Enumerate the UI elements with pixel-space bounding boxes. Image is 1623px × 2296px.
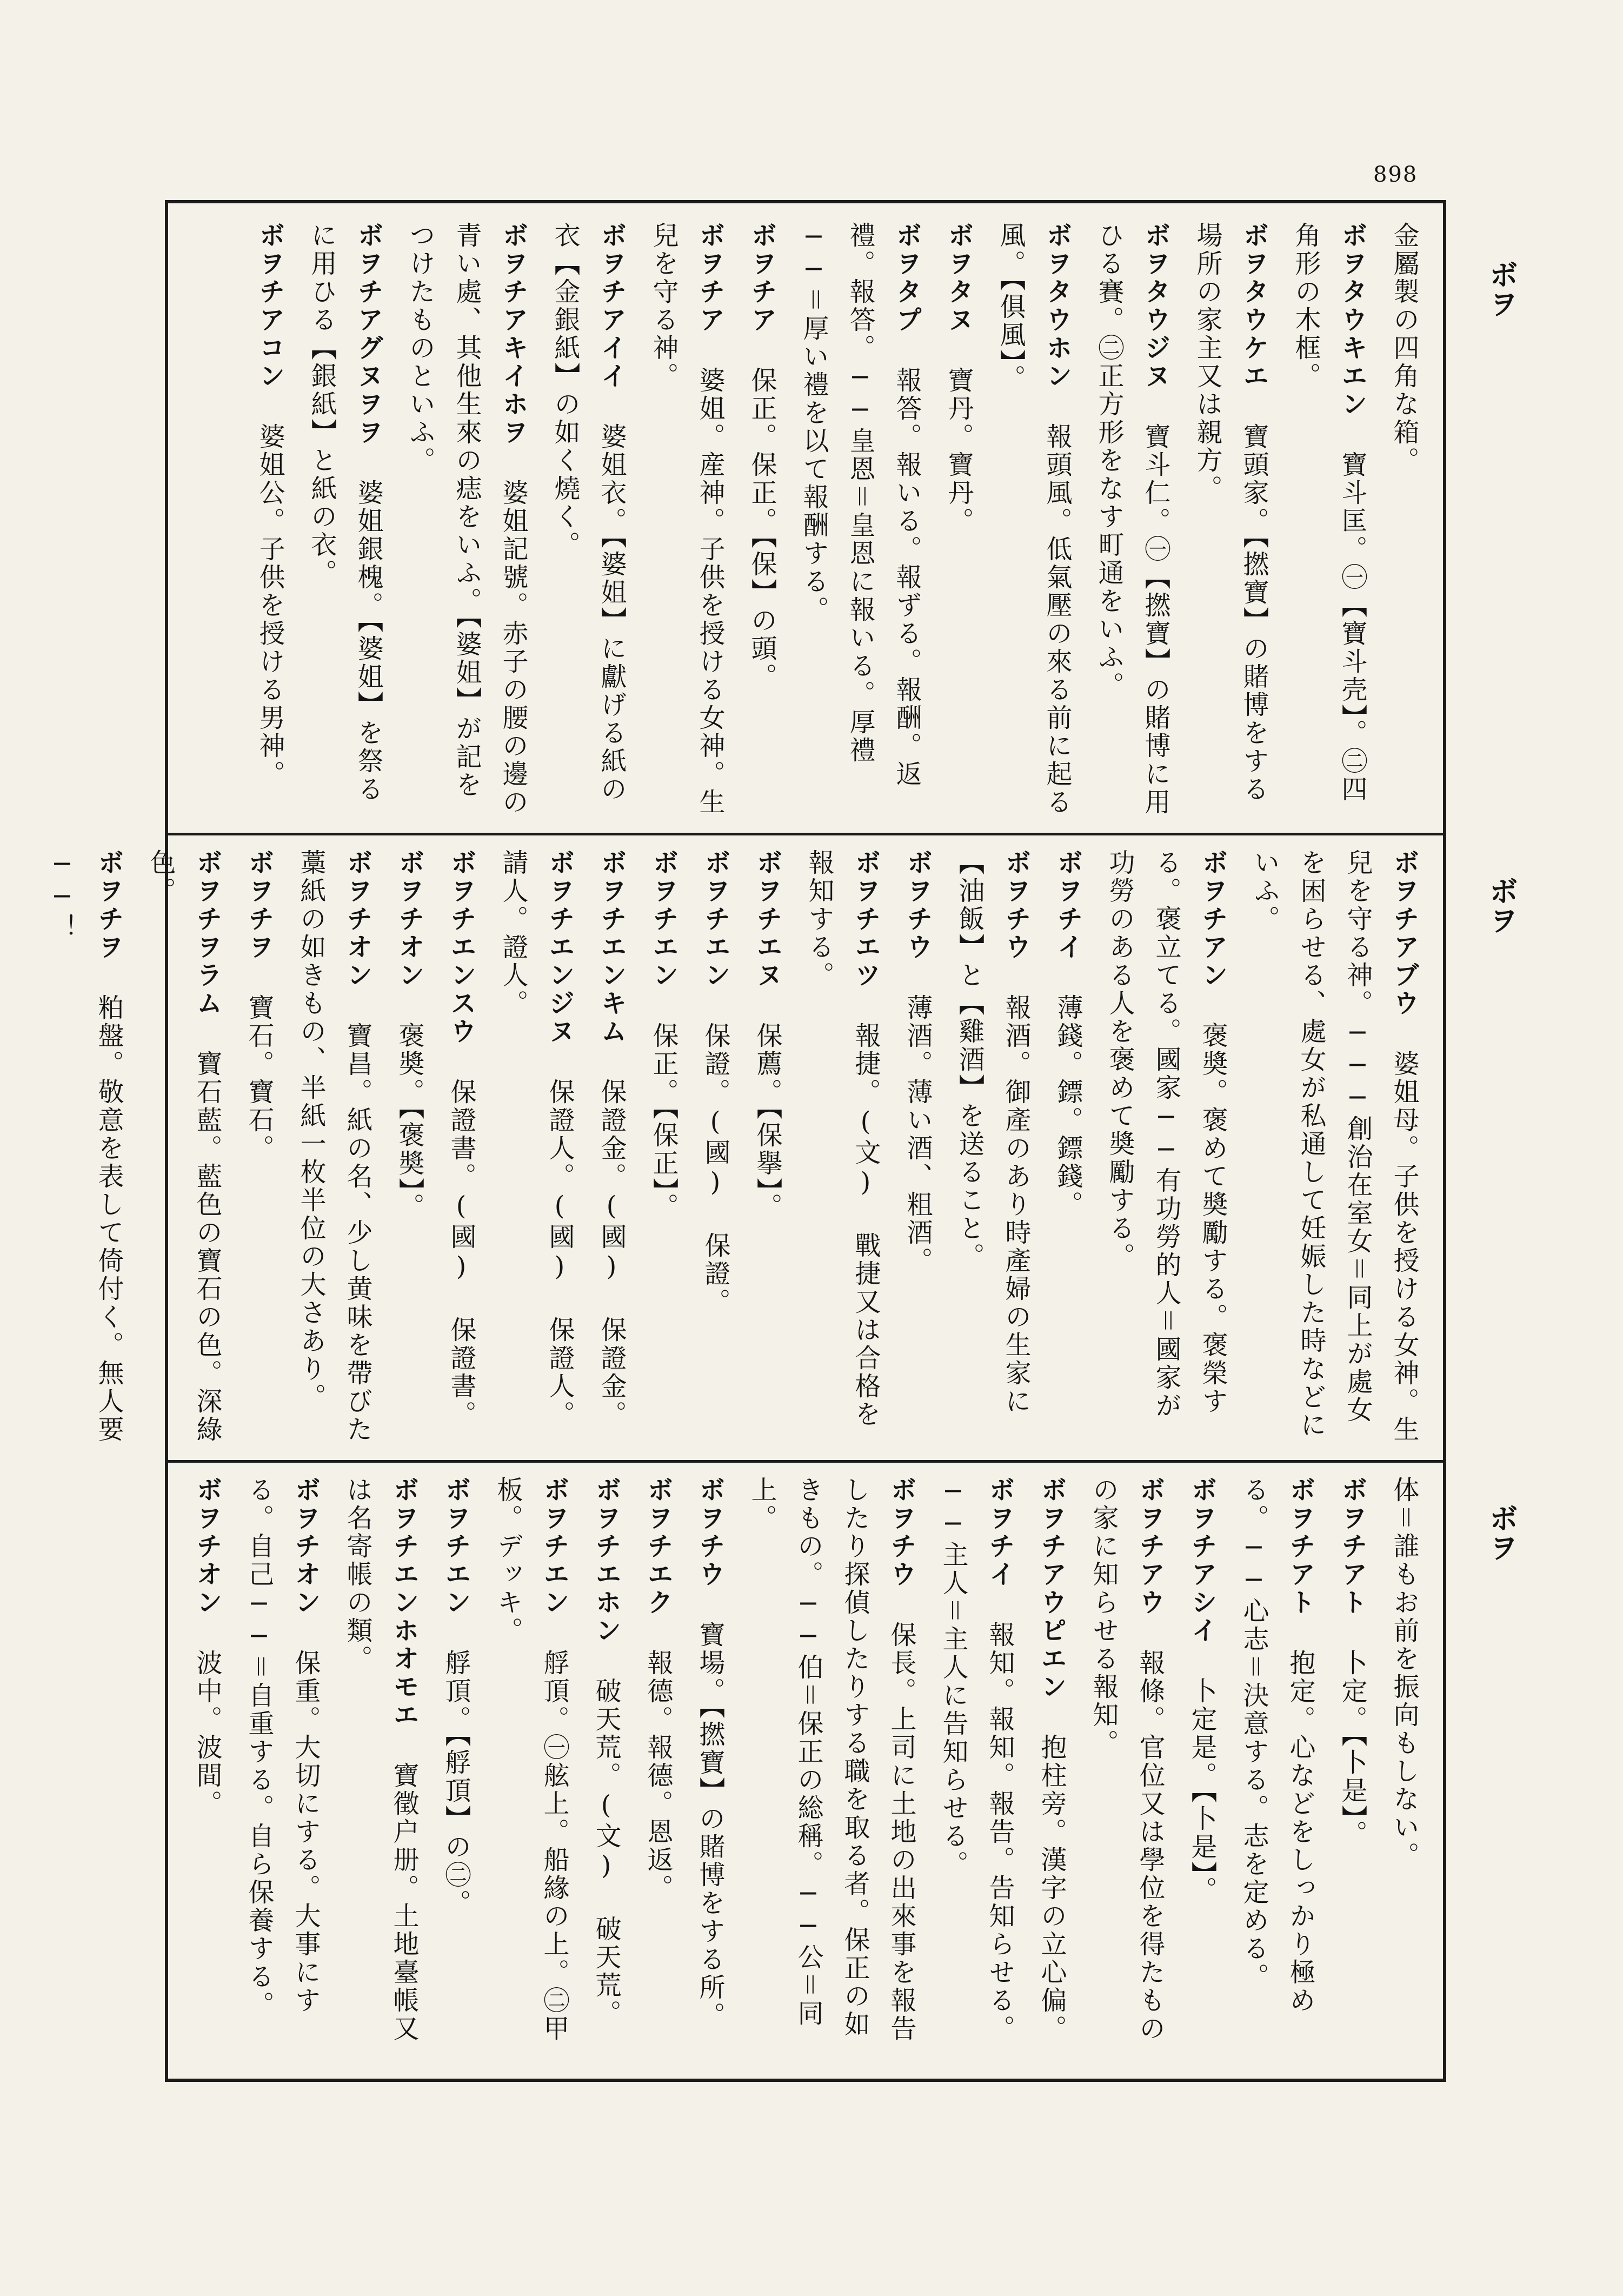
entry-definition: 卜定。【卜是】。 bbox=[1337, 1649, 1367, 1848]
entry-definition: 報酒。御產のあり時產婦の生家に【油飯】と【雞酒】を送ること。 bbox=[954, 849, 1031, 1416]
dictionary-band-top bbox=[184, 222, 1427, 817]
entry-definition: 寶徵户册。土地臺帳又は名寄帳の類。 bbox=[342, 1476, 419, 2043]
dictionary-entry bbox=[433, 1476, 479, 2066]
dictionary-entry bbox=[484, 1476, 577, 2066]
entry-headword: ボヲチエク bbox=[643, 1476, 673, 1617]
band-divider bbox=[165, 1460, 1446, 1463]
entry-headword: ボヲチヲ bbox=[244, 849, 274, 961]
dictionary-entry bbox=[247, 222, 293, 817]
dictionary-entry bbox=[1045, 849, 1091, 1444]
dictionary-entry bbox=[1086, 222, 1179, 817]
running-head: ボヲ bbox=[1485, 1503, 1519, 1562]
entry-headword: ボヲチウ bbox=[1001, 849, 1031, 961]
entry-definition: 寶場。【撚寶】の賭博をする所。 bbox=[695, 1621, 725, 2030]
entry-headword: ボヲチアウ bbox=[1135, 1476, 1165, 1617]
entry-definition: 保正。保正。【保】の頭。 bbox=[747, 367, 777, 691]
entry-headword: ボヲチウ bbox=[886, 1476, 916, 1589]
entry-headword: ボヲチエンジヌ bbox=[544, 849, 575, 1046]
entry-definition: 婆姐記號。赤子の腰の邊の青い處、其他生來の痣をいふ。【婆姐】が記をつけたものといふ。 bbox=[405, 222, 528, 817]
entry-definition: 艀頂。㊀舷上。船緣の上。㊁甲板。デッキ。 bbox=[493, 1476, 569, 2043]
entry-definition: 保證。(國) 保證。 bbox=[700, 1022, 730, 1316]
entry-definition: 婆姐。産神。子供を授ける女神。生兒を守る神。 bbox=[648, 222, 725, 817]
entry-definition: 婆姐銀槐。【婆姐】を祭るに用ひる【銀紙】と紙の衣。 bbox=[307, 222, 383, 804]
dictionary-entry bbox=[1381, 222, 1427, 817]
entry-headword: ボヲチエホン bbox=[591, 1476, 621, 1645]
entry-headword: ボヲチイ bbox=[1053, 849, 1083, 961]
dictionary-entry bbox=[635, 1476, 681, 2066]
dictionary-entry bbox=[1028, 1476, 1075, 2066]
entry-definition: 寶斗仁。㊀【撚寶】の賭博に用ひる賽。㊁正方形をなす町通をいふ。 bbox=[1094, 222, 1170, 817]
entry-headword: ボヲチアト bbox=[1337, 1476, 1367, 1617]
dictionary-entry bbox=[1230, 1476, 1323, 2066]
dictionary-entry bbox=[1096, 849, 1236, 1444]
entry-definition: 保證金。(國) 保證金。 bbox=[596, 1078, 627, 1429]
entry-definition: 破天荒。(文) 破天荒。 bbox=[591, 1677, 621, 2028]
entry-headword: ボヲチアン bbox=[1198, 849, 1228, 990]
entry-definition: 寶斗匡。㊀【寶斗壳】。㊁四角形の木框。 bbox=[1291, 222, 1367, 804]
entry-headword: ボヲチエン bbox=[648, 849, 679, 990]
entry-headword: ボヲタウキエン bbox=[1337, 222, 1367, 419]
entry-headword: ボヲタヌ bbox=[943, 222, 974, 334]
entry-headword: ボヲチアト bbox=[1285, 1476, 1315, 1617]
dictionary-entry bbox=[184, 1476, 230, 2066]
entry-definition: 褒奬。褒めて奬勵する。褒榮する。褒立てる。國家──有功勞的人＝國家が功勞のある人を褒めて奬勵する。 bbox=[1105, 849, 1228, 1420]
entry-headword: ボヲタウホン bbox=[1042, 222, 1072, 390]
page-number: 898 bbox=[1373, 162, 1418, 187]
dictionary-entry bbox=[1184, 222, 1277, 817]
dictionary-entry bbox=[1080, 1476, 1173, 2066]
entry-definition: 寶頭家。【撚寶】の賭博をする場所の家主又は親方。 bbox=[1192, 222, 1269, 804]
dictionary-entry bbox=[588, 849, 635, 1444]
dictionary-entry bbox=[946, 849, 1039, 1444]
entry-definition: 報答。報いる。報ずる。報酬。返禮。報答。──皇恩＝皇恩に報いる。厚禮──＝厚い禮を以て報酬する。 bbox=[799, 222, 922, 788]
dictionary-entry bbox=[490, 849, 583, 1444]
entry-headword: ボヲチエン bbox=[539, 1476, 569, 1617]
entry-headword: ボヲチオン bbox=[394, 849, 424, 990]
entry-headword: ボヲタプ bbox=[892, 222, 922, 334]
dictionary-entry bbox=[583, 1476, 629, 2066]
dictionary-entry bbox=[640, 849, 687, 1444]
entry-definition: 報捷。(文) 戰捷又は合格を報知する。 bbox=[804, 849, 881, 1429]
entry-definition: 薄酒。薄い酒、粗酒。 bbox=[902, 994, 933, 1275]
entry-definition: 婆姐衣。【婆姐】に獻げる紙の衣【金銀紙】の如く燒く。 bbox=[550, 222, 627, 804]
entry-headword: ボヲチア bbox=[747, 222, 777, 334]
entry-definition: 報條。官位又は學位を得たものの家に知らせる報知。 bbox=[1088, 1476, 1165, 2043]
entry-definition: 卜定是。【卜是】。 bbox=[1187, 1677, 1217, 1905]
entry-definition: 金屬製の四角な箱。 bbox=[1389, 222, 1419, 475]
dictionary-band-bottom bbox=[184, 1476, 1427, 2066]
entry-definition: 報德。報德。恩返。 bbox=[643, 1649, 673, 1902]
entry-definition: 抱柱旁。漢字の立心偏。 bbox=[1036, 1734, 1067, 2043]
entry-definition: 保證書。(國) 保證書。 bbox=[446, 1078, 476, 1429]
entry-headword: ボヲチオン bbox=[342, 849, 373, 990]
entry-definition: 寶石。寶石。 bbox=[244, 994, 274, 1163]
entry-headword: ボヲチアイイ bbox=[596, 222, 627, 390]
dictionary-entry bbox=[39, 849, 132, 1444]
entry-headword: ボヲチエツ bbox=[850, 849, 881, 990]
dictionary-entry bbox=[236, 1476, 329, 2066]
entry-headword: ボヲチイ bbox=[985, 1476, 1015, 1589]
entry-definition: 保長。上司に土地の出來事を報告したり探偵したりする職を取る者。保正の如きもの。──伯＝保正の総稱。──公＝同上。 bbox=[747, 1476, 916, 2043]
dictionary-entry bbox=[397, 222, 536, 817]
band-divider bbox=[165, 833, 1446, 835]
entry-headword: ボヲチエンキム bbox=[596, 849, 627, 1046]
entry-definition: 粕盤。敬意を表して倚付く。無人要──！ bbox=[47, 849, 124, 1444]
entry-headword: ボヲチオン bbox=[192, 1476, 222, 1617]
dictionary-entry bbox=[930, 1476, 1023, 2066]
entry-headword: ボヲチヲ bbox=[94, 849, 124, 961]
entry-definition: 艀頂。【艀頂】の㊁。 bbox=[441, 1649, 471, 1917]
dictionary-entry bbox=[438, 849, 484, 1444]
dictionary-entry bbox=[1381, 1476, 1427, 2066]
dictionary-entry bbox=[1329, 1476, 1375, 2066]
dictionary-entry bbox=[542, 222, 635, 817]
entry-definition: 報知。報知。報告。告知らせる。──主人＝主人に告知らせる。 bbox=[938, 1476, 1015, 2043]
dictionary-entry bbox=[687, 1476, 733, 2066]
running-head: ボヲ bbox=[1485, 260, 1519, 318]
entry-headword: ボヲチアシイ bbox=[1187, 1476, 1217, 1645]
dictionary-entry bbox=[692, 849, 739, 1444]
entry-definition: 保正。【保正】。 bbox=[648, 1022, 679, 1221]
entry-definition: 報頭風。低氣壓の來る前に起る風。【俱風】。 bbox=[995, 222, 1072, 817]
entry-definition: 体＝誰もお前を振向もしない。 bbox=[1389, 1476, 1419, 1870]
dictionary-entry bbox=[894, 849, 941, 1444]
dictionary-entry bbox=[288, 849, 381, 1444]
entry-definition: 婆姐母。子供を授ける女神。生兒を守る神。───創治在室女＝同上が處女を困らせる、處女が私通して妊娠した時などにいふ。 bbox=[1249, 849, 1419, 1444]
dictionary-entry bbox=[739, 1476, 924, 2066]
entry-headword: ボヲチエンスウ bbox=[446, 849, 476, 1046]
entry-definition: 薄錢。鏢。鏢錢。 bbox=[1053, 994, 1083, 1219]
entry-headword: ボヲチアコン bbox=[255, 222, 285, 390]
dictionary-entry bbox=[640, 222, 733, 817]
entry-headword: ボヲタウケエ bbox=[1239, 222, 1269, 390]
dictionary-entry bbox=[1241, 849, 1427, 1444]
dictionary-entry bbox=[790, 222, 930, 817]
entry-headword: ボヲチオン bbox=[290, 1476, 321, 1617]
dictionary-entry bbox=[796, 849, 889, 1444]
entry-definition: 保證人。(國) 保證人。請人。證人。 bbox=[498, 849, 575, 1429]
entry-headword: ボヲチア bbox=[695, 222, 725, 334]
entry-headword: ボヲチアウピエン bbox=[1036, 1476, 1067, 1701]
dictionary-entry bbox=[298, 222, 391, 817]
dictionary-entry bbox=[236, 849, 282, 1444]
dictionary-entry bbox=[1179, 1476, 1225, 2066]
entry-headword: ボヲチアグヌヲヲ bbox=[353, 222, 383, 447]
entry-headword: ボヲチエヌ bbox=[752, 849, 782, 990]
entry-definition: 波中。波間。 bbox=[192, 1649, 222, 1818]
entry-headword: ボヲチヲラム bbox=[192, 849, 222, 1018]
entry-headword: ボヲチウ bbox=[902, 849, 933, 961]
entry-definition: 寶昌。紙の名、少し黄味を帶びた藁紙の如きもの、半紙一枚半位の大さあり。 bbox=[296, 849, 373, 1444]
entry-definition: 寶丹。寶丹。 bbox=[943, 367, 974, 535]
entry-definition: 褒奬。【褒奬】。 bbox=[394, 1022, 424, 1221]
entry-headword: ボヲタウジヌ bbox=[1140, 222, 1170, 390]
dictionary-entry bbox=[386, 849, 433, 1444]
dictionary-entry bbox=[739, 222, 785, 817]
dictionary-entry bbox=[935, 222, 982, 817]
entry-definition: 保重。大切にする。大事にする。自己──＝自重する。自ら保養する。 bbox=[244, 1476, 321, 2019]
running-head: ボヲ bbox=[1485, 876, 1519, 934]
entry-definition: 婆姐公。子供を授ける男神。 bbox=[255, 423, 285, 788]
dictionary-entry bbox=[137, 849, 230, 1444]
entry-definition: 保薦。【保擧】。 bbox=[752, 1022, 782, 1221]
dictionary-entry bbox=[744, 849, 790, 1444]
dictionary-band-middle bbox=[47, 849, 1427, 1444]
entry-headword: ボヲチアブウ bbox=[1389, 849, 1419, 1018]
entry-headword: ボヲチエン bbox=[700, 849, 730, 990]
entry-headword: ボヲチアキイホヲ bbox=[498, 222, 528, 447]
entry-definition: 抱定。心などをしっかり極める。──心志＝決意する。志を定める。 bbox=[1239, 1476, 1315, 2015]
entry-definition: 寶石藍。藍色の寶石の色。深綠色。 bbox=[145, 849, 222, 1444]
dictionary-entry bbox=[334, 1476, 427, 2066]
entry-headword: ボヲチウ bbox=[695, 1476, 725, 1589]
dictionary-entry bbox=[1282, 222, 1375, 817]
entry-headword: ボヲチエン bbox=[441, 1476, 471, 1617]
dictionary-entry bbox=[987, 222, 1080, 817]
entry-headword: ボヲチエンホオモエ bbox=[389, 1476, 419, 1729]
